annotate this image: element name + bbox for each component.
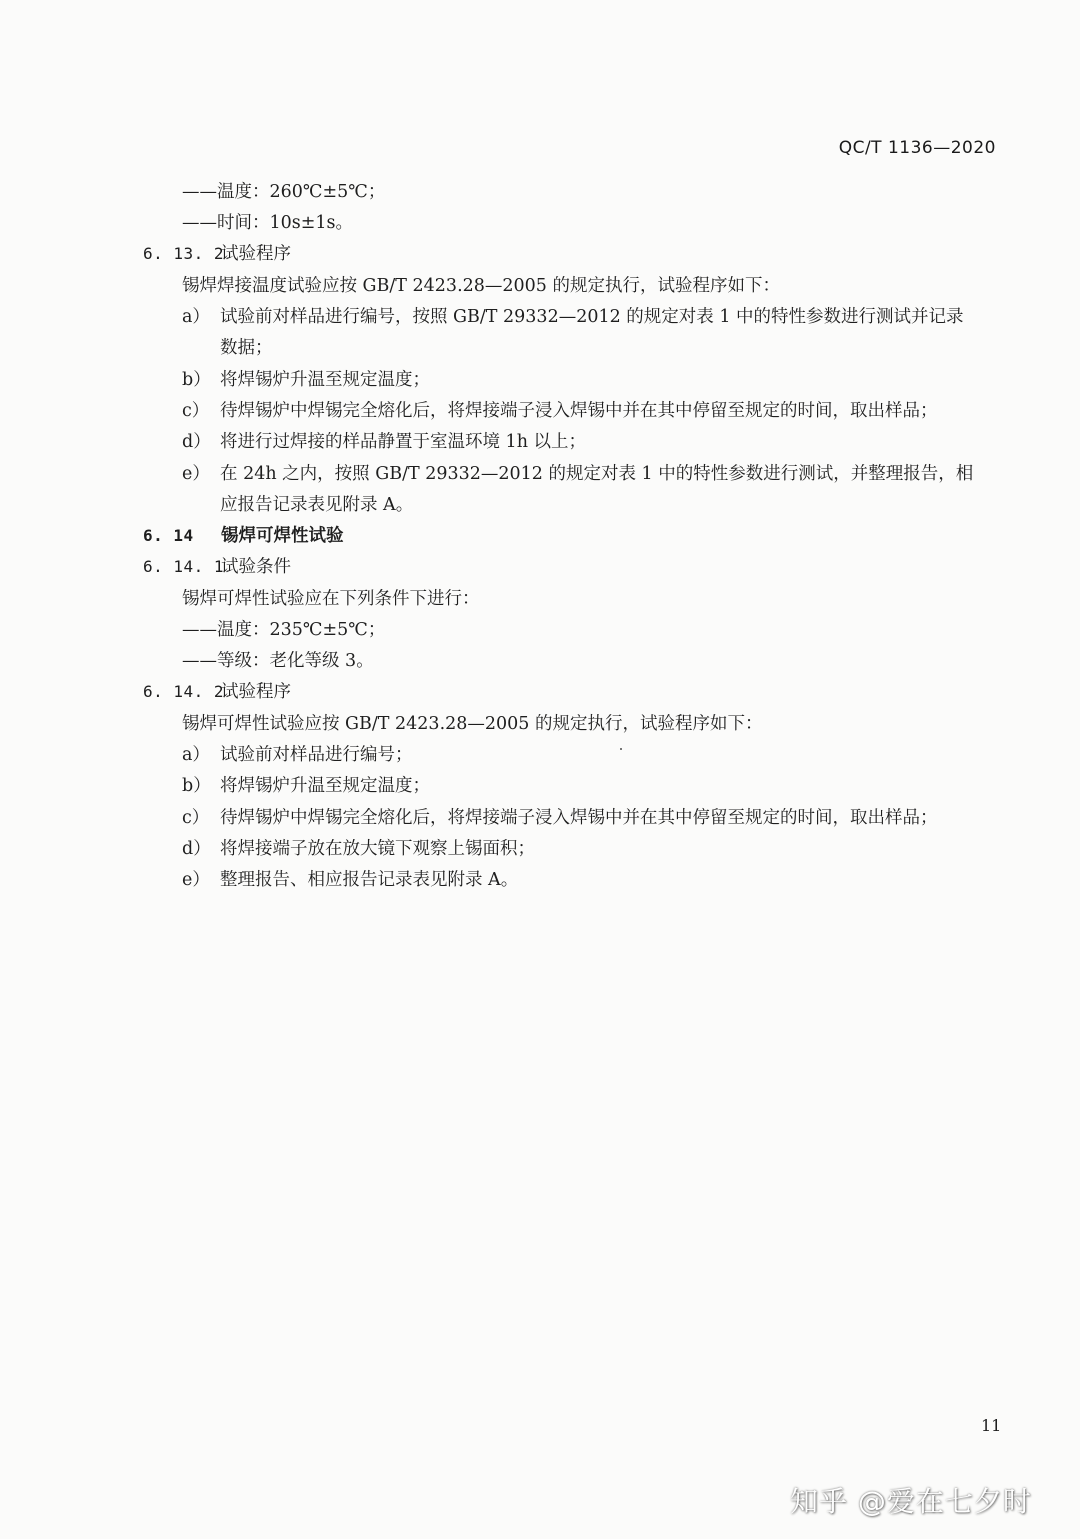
list-item-continuation: 应报告记录表见附录 A。 (220, 495, 414, 515)
list-item (182, 430, 586, 454)
list-item (182, 462, 973, 486)
section-title: 锡焊可焊性试验 (221, 526, 344, 546)
list-item (182, 868, 518, 892)
section-title: 试验程序 (221, 682, 291, 702)
list-item (182, 837, 535, 861)
list-marker: c） (182, 401, 210, 421)
section-title: 试验条件 (221, 557, 291, 577)
list-item (182, 743, 413, 767)
standard-code-header: QC/T 1136—2020 (838, 138, 996, 158)
list-marker: a） (182, 307, 210, 327)
list-item-continuation: 数据； (220, 338, 273, 358)
list-item (182, 806, 938, 830)
section-heading (143, 680, 291, 704)
section-heading (143, 555, 291, 579)
list-marker: b） (182, 776, 211, 796)
section-heading (143, 524, 344, 548)
list-text: 将焊锡炉升温至规定温度； (220, 370, 430, 390)
list-item (182, 368, 430, 392)
page-number: 11 (981, 1416, 1002, 1435)
condition-temperature: ——温度：260℃±5℃； (182, 182, 386, 202)
list-item (182, 305, 964, 329)
scan-speck (620, 748, 622, 750)
list-marker: b） (182, 370, 211, 390)
section-heading (143, 242, 291, 266)
list-item (182, 399, 938, 423)
condition-grade: ——等级：老化等级 3。 (182, 651, 374, 671)
list-text: 整理报告、相应报告记录表见附录 A。 (220, 870, 519, 890)
section-number: 6. 14. 2 (143, 682, 225, 701)
list-text: 在 24h 之内，按照 GB/T 29332—2012 的规定对表 1 中的特性参数进行测试，并整理报告，相 (220, 464, 974, 484)
list-marker: c） (182, 808, 210, 828)
list-text: 试验前对样品进行编号； (220, 745, 413, 765)
paragraph: 锡焊可焊性试验应按 GB/T 2423.28—2005 的规定执行，试验程序如下： (182, 714, 763, 734)
list-marker: d） (182, 839, 211, 859)
list-text: 将进行过焊接的样品静置于室温环境 1h 以上； (220, 432, 587, 452)
section-number: 6. 14 (143, 526, 194, 545)
list-marker: a） (182, 745, 210, 765)
list-text: 待焊锡炉中焊锡完全熔化后，将焊接端子浸入焊锡中并在其中停留至规定的时间，取出样品； (220, 401, 938, 421)
paragraph: 锡焊可焊性试验应在下列条件下进行： (182, 589, 480, 609)
list-marker: e） (182, 464, 210, 484)
list-marker: d） (182, 432, 211, 452)
condition-temperature: ——温度：235℃±5℃； (182, 620, 386, 640)
watermark-text: 知乎 @爱在七夕时 (790, 1485, 1032, 1518)
condition-time: ——时间：10s±1s。 (182, 213, 354, 233)
list-text: 待焊锡炉中焊锡完全熔化后，将焊接端子浸入焊锡中并在其中停留至规定的时间，取出样品； (220, 808, 938, 828)
list-item (182, 774, 430, 798)
paragraph: 锡焊焊接温度试验应按 GB/T 2423.28—2005 的规定执行，试验程序如下： (182, 276, 780, 296)
list-text: 试验前对样品进行编号，按照 GB/T 29332—2012 的规定对表 1 中的特性参数进行测试并记录 (220, 307, 964, 327)
list-text: 将焊锡炉升温至规定温度； (220, 776, 430, 796)
list-text: 将焊接端子放在放大镜下观察上锡面积； (220, 839, 535, 859)
section-title: 试验程序 (221, 244, 291, 264)
list-marker: e） (182, 870, 210, 890)
section-number: 6. 14. 1 (143, 557, 225, 576)
section-number: 6. 13. 2 (143, 244, 225, 263)
